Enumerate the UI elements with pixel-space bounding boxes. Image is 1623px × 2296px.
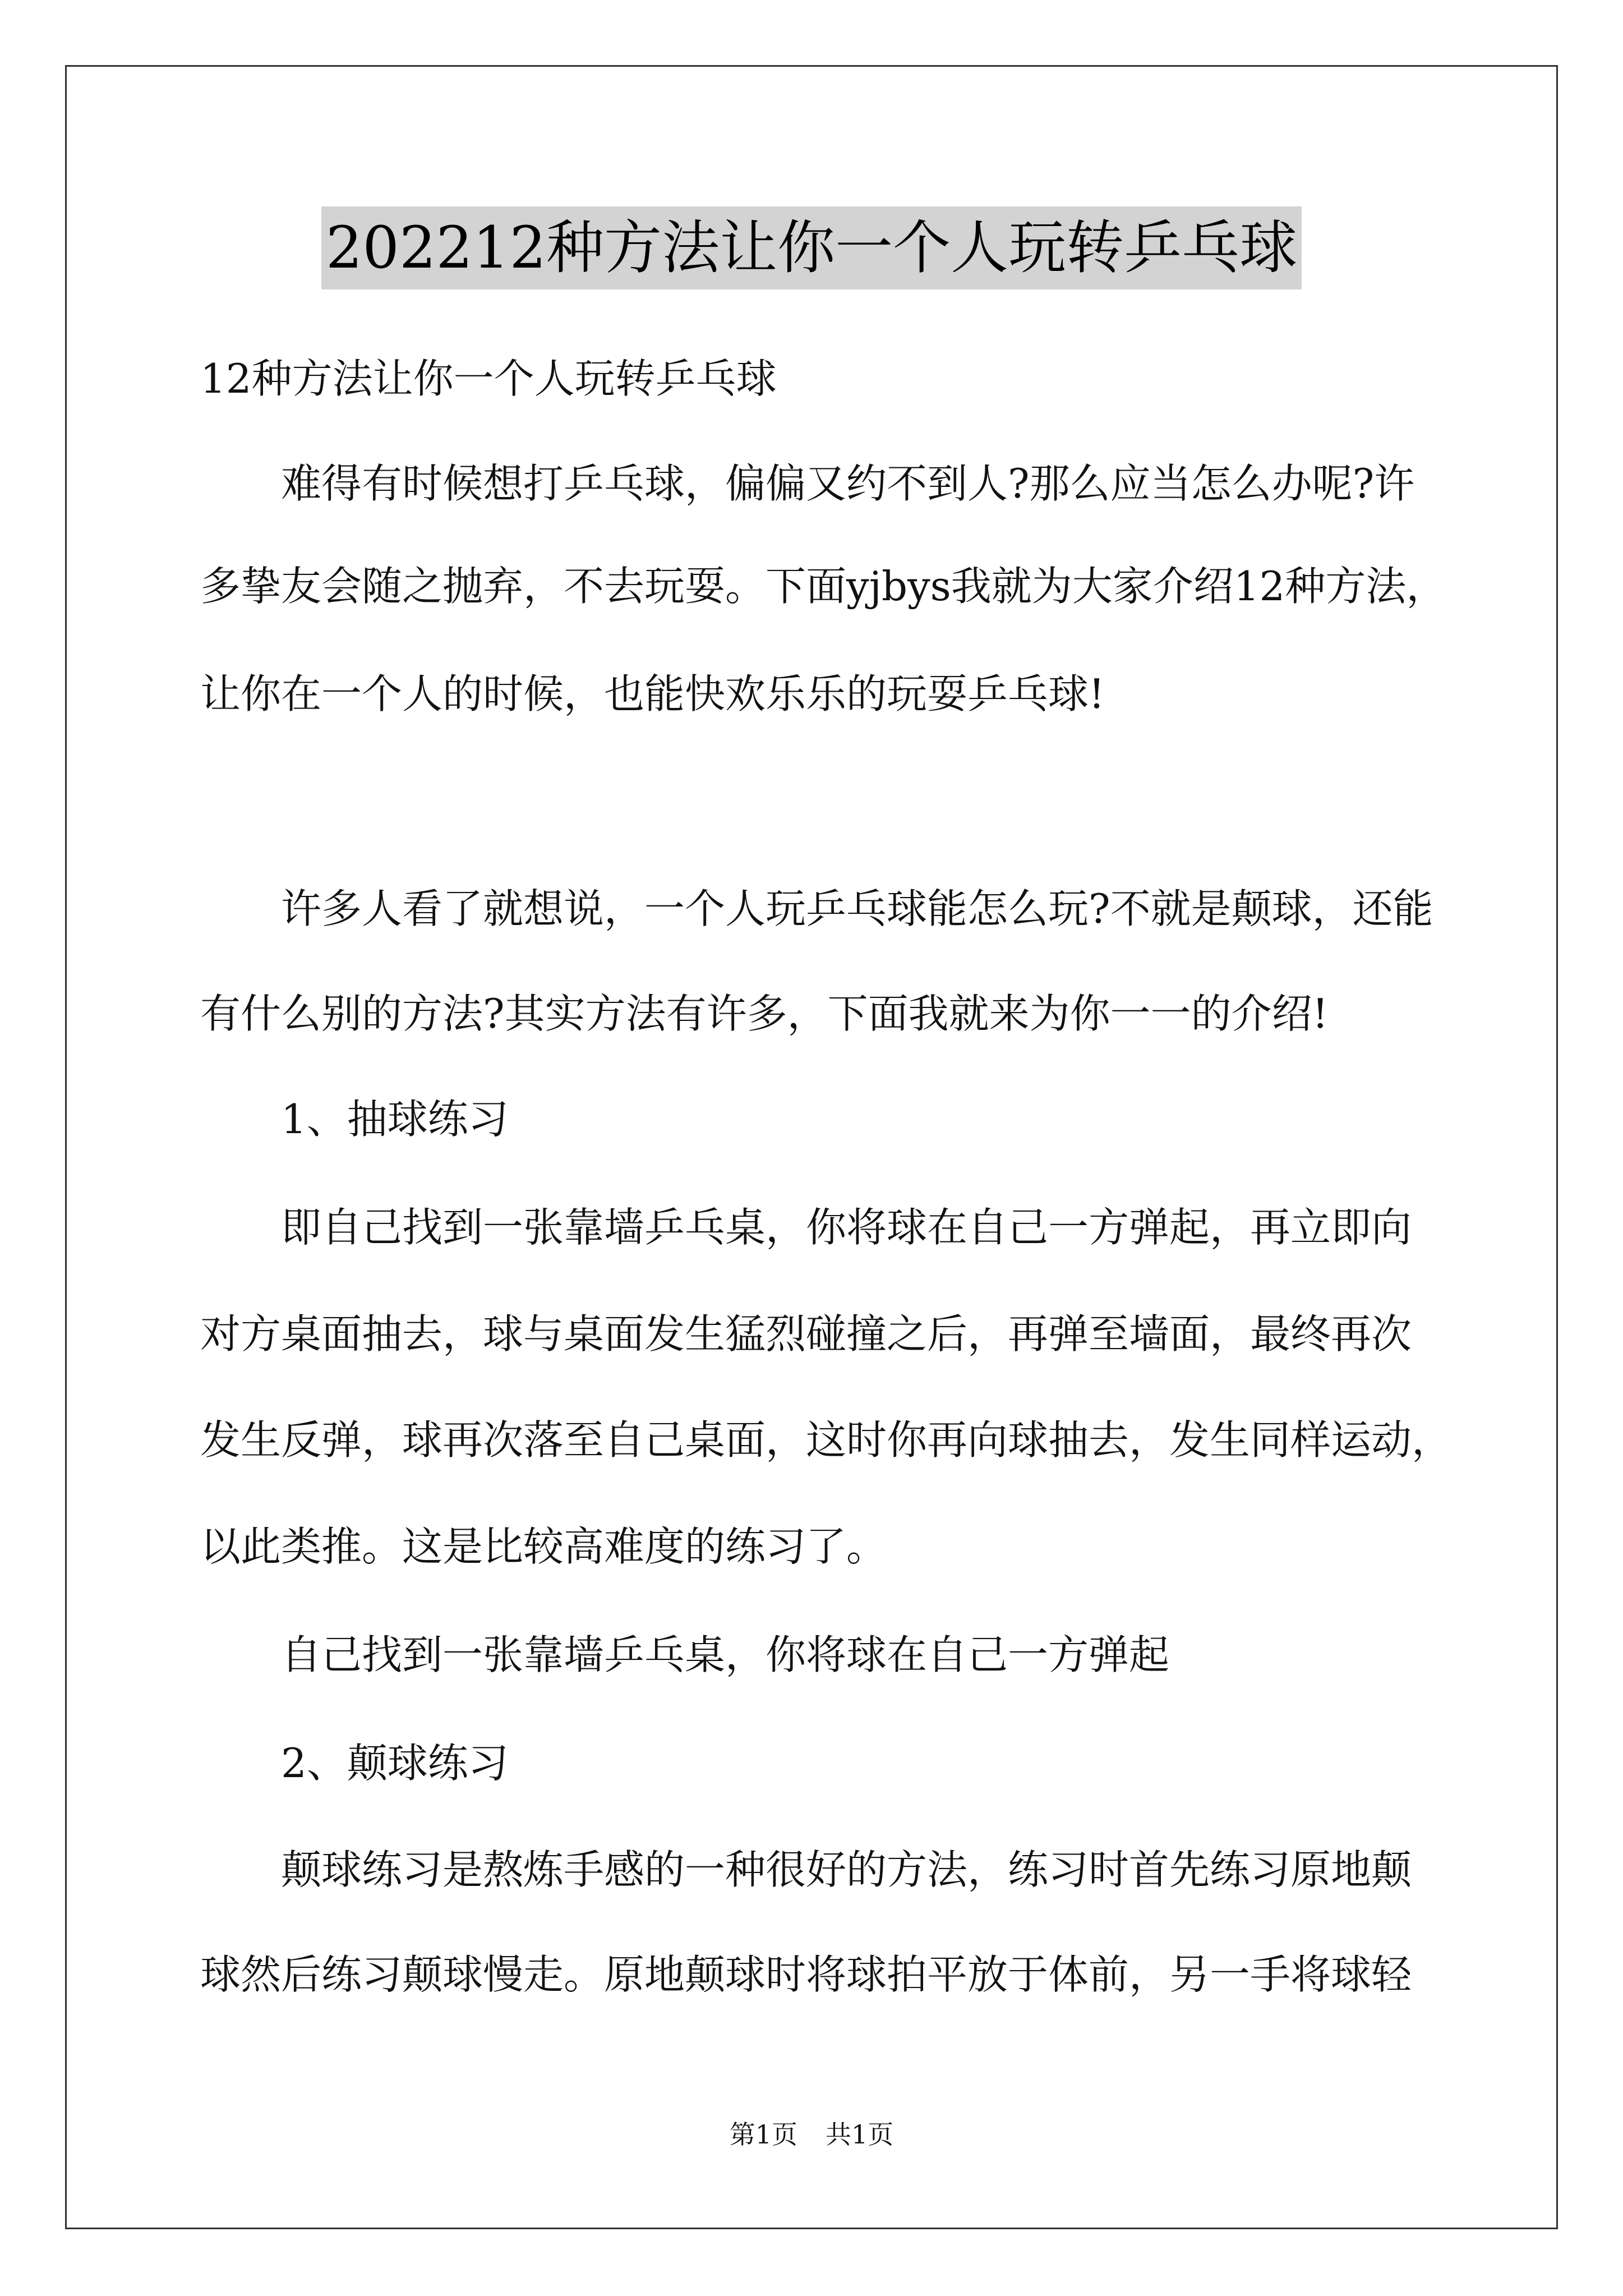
paragraph-line: 有什么别的方法?其实方法有许多，下面我就来为你一一的介绍! bbox=[200, 990, 1329, 1037]
paragraph-line: 即自己找到一张靠墙乒乓桌，你将球在自己一方弹起，再立即向 bbox=[281, 1204, 1412, 1251]
section-heading: 2、颠球练习 bbox=[281, 1740, 509, 1787]
page-total: 共1页 bbox=[826, 2119, 894, 2150]
paragraph-line: 颠球练习是熬炼手感的一种很好的方法，练习时首先练习原地颠 bbox=[281, 1846, 1412, 1893]
paragraph-line: 对方桌面抽去，球与桌面发生猛烈碰撞之后，再弹至墙面，最终再次 bbox=[200, 1310, 1412, 1358]
document-title: 202212种方法让你一个人玩转乒乓球 bbox=[321, 206, 1302, 289]
paragraph-line: 难得有时候想打乒乓球，偏偏又约不到人?那么应当怎么办呢?许 bbox=[281, 460, 1415, 507]
paragraph-line: 多挚友会随之抛弃，不去玩耍。下面yjbys我就为大家介绍12种方法， bbox=[200, 563, 1447, 610]
section-heading: 1、抽球练习 bbox=[281, 1096, 509, 1143]
paragraph-line: 以此类推。这是比较高难度的练习了。 bbox=[200, 1523, 887, 1570]
paragraph-line: 让你在一个人的时候，也能快欢乐乐的玩耍乒乓球! bbox=[200, 670, 1105, 717]
image-caption: 自己找到一张靠墙乒乓桌，你将球在自己一方弹起 bbox=[281, 1631, 1170, 1678]
paragraph-line: 球然后练习颠球慢走。原地颠球时将球拍平放于体前，另一手将球轻 bbox=[200, 1951, 1412, 1998]
paragraph-line: 许多人看了就想说，一个人玩乒乓球能怎么玩?不就是颠球，还能 bbox=[281, 885, 1433, 932]
title-container bbox=[0, 206, 1623, 289]
page-number: 第1页 bbox=[729, 2119, 797, 2150]
page-footer bbox=[0, 2118, 1623, 2151]
document-subtitle: 12种方法让你一个人玩转乒乓球 bbox=[200, 355, 777, 402]
paragraph-line: 发生反弹，球再次落至自己桌面，这时你再向球抽去，发生同样运动， bbox=[200, 1416, 1453, 1464]
